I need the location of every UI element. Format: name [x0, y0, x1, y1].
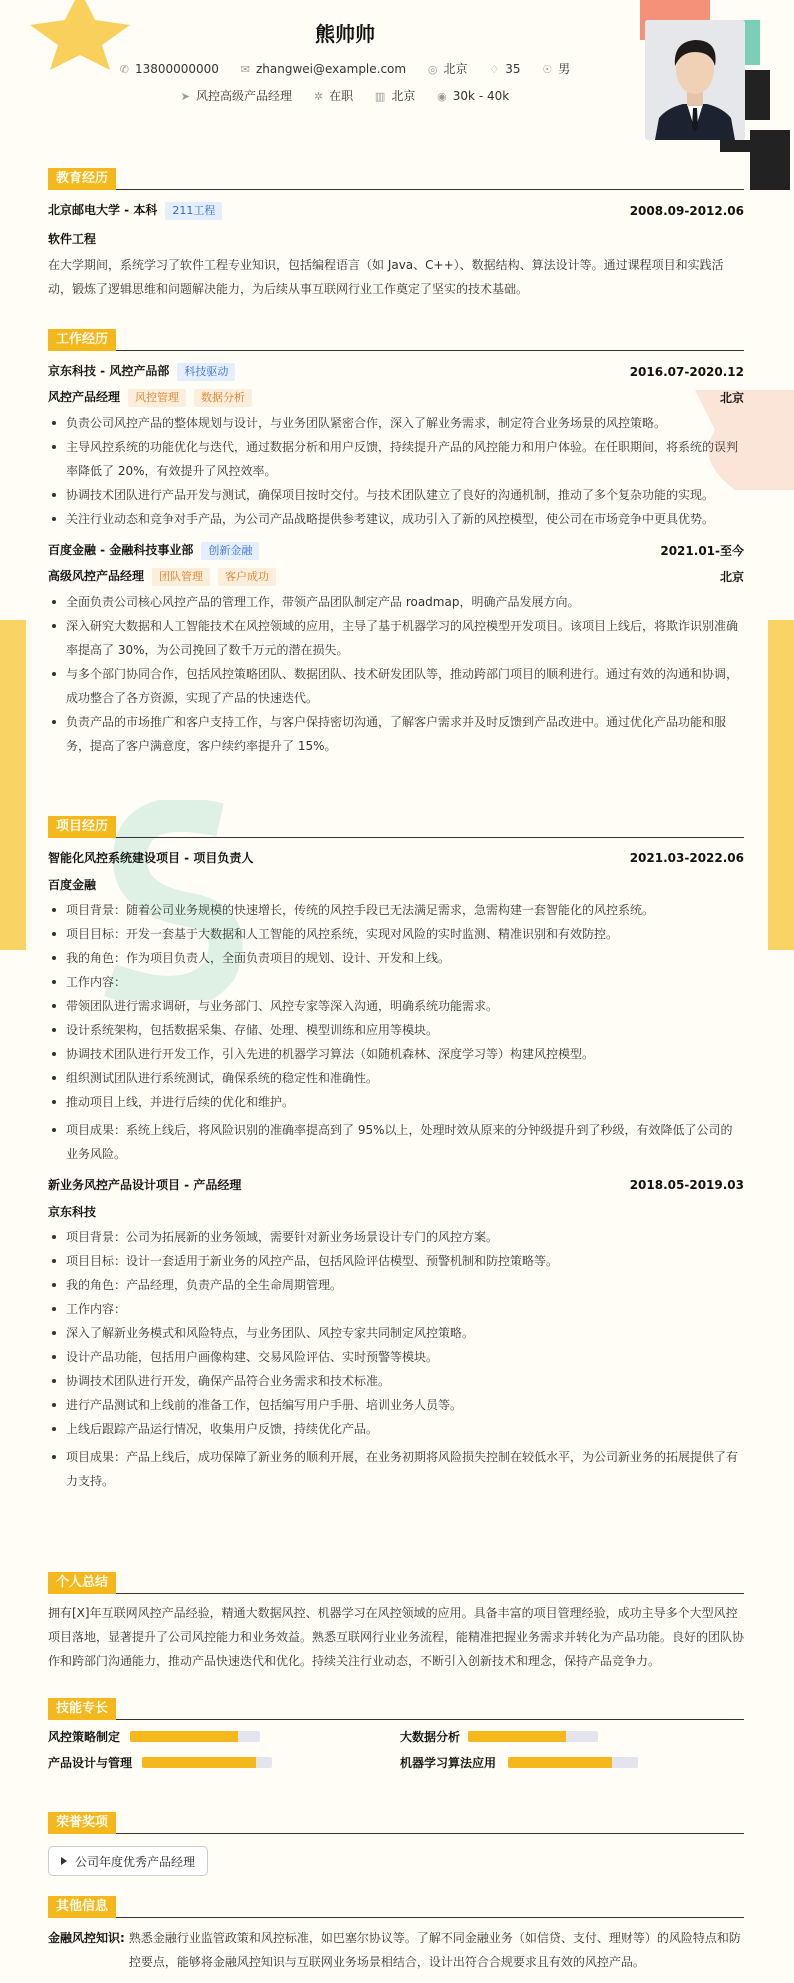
section-title-work: 工作经历	[48, 329, 116, 351]
other-info-text: 熟悉金融行业监管政策和风控标准，如巴塞尔协议等。了解不同金融业务（如信贷、支付、理财等）的风险特点和防控要点，能够将金融风控知识与互联网业务场景相结合，设计出符合合规要求且有效的风控产品。	[128, 1931, 741, 1969]
skill-name: 机器学习算法应用	[400, 1756, 497, 1770]
awards-section	[48, 1812, 744, 1876]
age-value: 35	[505, 62, 521, 76]
list-item: 设计产品功能，包括用户画像构建、交易风险评估、实时预警等模块。	[48, 1345, 744, 1369]
skill-bar	[142, 1757, 272, 1768]
list-item: 进行产品测试和上线前的准备工作，包括编写用户手册、培训业务人员等。	[48, 1393, 744, 1417]
role-tag: 客户成功	[218, 568, 276, 586]
list-item: 项目成果：产品上线后，成功保障了新业务的顺利开展，在业务初期将风险损失控制在较低水平，为公司新业务的拓展提供了有力支持。	[48, 1445, 744, 1493]
project-name: 智能化风控系统建设项目 - 项目负责人	[48, 851, 254, 865]
play-icon	[61, 1857, 67, 1865]
project-company: 百度金融	[48, 878, 97, 892]
project-date: 2021.03-2022.06	[629, 850, 744, 865]
target-position: 风控高级产品经理	[196, 89, 293, 103]
list-item: 关注行业动态和竞争对手产品，为公司产品战略提供参考建议，成功引入了新的风控模型，使公司在市场竞争中更具优势。	[48, 507, 744, 531]
role-tag: 数据分析	[194, 389, 252, 407]
other-info-label: 金融风控知识:	[48, 1931, 125, 1945]
section-title-other: 其他信息	[48, 1896, 116, 1918]
section-title-summary: 个人总结	[48, 1572, 116, 1594]
job-status: 在职	[329, 89, 354, 103]
salary-icon: ◉	[437, 90, 447, 103]
role-tag: 风控管理	[128, 389, 186, 407]
gender-icon: ☉	[542, 63, 553, 76]
job-intent-row	[0, 87, 690, 104]
list-item: 主导风控系统的功能优化与迭代，通过数据分析和用户反馈，持续提升产品的风控能力和用户体验。在任职期间，将系统的误判率降低了 20%，有效提升了风控效率。	[48, 435, 744, 483]
list-item: 协调技术团队进行产品开发与测试，确保项目按时交付。与技术团队建立了良好的沟通机制，推动了多个复杂功能的实现。	[48, 483, 744, 507]
skill-name: 大数据分析	[400, 1730, 461, 1744]
list-item: 工作内容：	[48, 970, 744, 994]
skill-bar-fill	[142, 1757, 256, 1768]
education-section	[48, 168, 744, 301]
list-item: 负责产品的市场推广和客户支持工作，与客户保持密切沟通，了解客户需求并及时反馈到产品改进中。通过优化产品功能和服务，提高了客户满意度，客户续约率提升了 15%。	[48, 710, 744, 758]
gender-value: 男	[558, 62, 571, 76]
work-section	[48, 329, 744, 758]
award-item	[48, 1846, 208, 1876]
skill-name: 风控策略制定	[48, 1730, 121, 1744]
phone-value: 13800000000	[134, 62, 219, 76]
list-item: 与多个部门协同合作，包括风控策略团队、数据团队、技术研发团队等，推动跨部门项目的顺利进行。通过有效的沟通和协调，成功整合了各方资源，实现了产品的快速迭代。	[48, 662, 744, 710]
skill-bar	[130, 1731, 260, 1742]
job-date: 2016.07-2020.12	[629, 364, 744, 379]
skill-name: 产品设计与管理	[48, 1756, 133, 1770]
salary-range: 30k - 40k	[452, 89, 510, 103]
contact-info-row	[0, 60, 690, 77]
section-title-skills: 技能专长	[48, 1698, 116, 1720]
mail-icon: ✉	[240, 63, 250, 76]
building-icon: ▥	[374, 90, 386, 103]
project-date: 2018.05-2019.03	[629, 1177, 744, 1192]
gear-icon: ✲	[313, 90, 324, 103]
list-item: 我的角色：产品经理，负责产品的全生命周期管理。	[48, 1273, 744, 1297]
skill-bar-fill	[468, 1731, 566, 1742]
target-city: 北京	[391, 89, 416, 103]
list-item: 项目背景：随着公司业务规模的快速增长，传统的风控手段已无法满足需求，急需构建一套智能化的风控系统。	[48, 898, 744, 922]
company-name: 百度金融 - 金融科技事业部	[48, 543, 194, 557]
list-item: 项目目标：开发一套基于大数据和人工智能的风控系统，实现对风险的实时监测、精准识别和有效防控。	[48, 922, 744, 946]
project-entry	[48, 849, 744, 1166]
list-item: 深入研究大数据和人工智能技术在风控领域的应用，主导了基于机器学习的风控模型开发项目。该项目上线后，将欺诈识别准确率提高了 30%，为公司挽回了数千万元的潜在损失。	[48, 614, 744, 662]
list-item: 项目背景：公司为拓展新的业务领域，需要针对新业务场景设计专门的风控方案。	[48, 1225, 744, 1249]
job-city: 北京	[719, 391, 744, 405]
list-item: 工作内容：	[48, 1297, 744, 1321]
list-item: 负责公司风控产品的整体规划与设计，与业务团队紧密合作，深入了解业务需求，制定符合业务场景的风控策略。	[48, 411, 744, 435]
project-section	[48, 816, 744, 1493]
list-item: 协调技术团队进行开发工作，引入先进的机器学习算法（如随机森林、深度学习等）构建风控模型。	[48, 1042, 744, 1066]
company-tag: 科技驱动	[177, 363, 235, 381]
email-value: zhangwei@example.com	[255, 62, 407, 76]
job-entry	[48, 541, 744, 758]
project-entry	[48, 1176, 744, 1493]
skill-bar-fill	[508, 1757, 612, 1768]
company-tag: 创新金融	[201, 542, 259, 560]
list-item: 我的角色：作为项目负责人，全面负责项目的规划、设计、开发和上线。	[48, 946, 744, 970]
list-item: 深入了解新业务模式和风险特点，与业务团队、风控专家共同制定风控策略。	[48, 1321, 744, 1345]
school-name: 北京邮电大学 - 本科	[48, 203, 158, 217]
skill-bar	[508, 1757, 638, 1768]
summary-text: 拥有[X]年互联网风控产品经验，精通大数据风控、机器学习在风控领域的应用。具备丰富的项目管理经验，成功主导多个大型风控项目落地，显著提升了公司风控能力和业务效益。熟悉互联网行业业务流程，能精准把握业务需求并转化为产品功能。良好的团队协作和跨部门沟通能力，推动产品快速迭代和优化。持续关注行业动态，不断引入创新技术和理念，保持产品竞争力。	[48, 1606, 745, 1668]
other-info-section	[48, 1896, 744, 1974]
skill-bar	[468, 1731, 598, 1742]
school-tag: 211工程	[165, 202, 222, 220]
resume-header	[0, 0, 794, 170]
city-value: 北京	[443, 62, 468, 76]
skill-bar-fill	[130, 1731, 238, 1742]
award-name: 公司年度优秀产品经理	[75, 1854, 196, 1869]
decorative-side-bar-right	[768, 620, 794, 950]
send-icon: ➤	[180, 90, 191, 103]
job-entry	[48, 362, 744, 531]
list-item: 协调技术团队进行开发，确保产品符合业务需求和技术标准。	[48, 1369, 744, 1393]
list-item: 带领团队进行需求调研，与业务部门、风控专家等深入沟通，明确系统功能需求。	[48, 994, 744, 1018]
list-item: 组织测试团队进行系统测试，确保系统的稳定性和准确性。	[48, 1066, 744, 1090]
profile-photo	[645, 20, 745, 140]
summary-section	[48, 1572, 744, 1673]
list-item: 项目成果：系统上线后，将风险识别的准确率提高到了 95%以上，处理时效从原来的分钟级提升到了秒级，有效降低了公司的业务风险。	[48, 1118, 744, 1166]
age-icon: ♢	[489, 63, 500, 76]
section-title-awards: 荣誉奖项	[48, 1812, 116, 1834]
job-date: 2021.01-至今	[660, 544, 744, 558]
list-item: 项目目标：设计一套适用于新业务的风控产品，包括风险评估模型、预警机制和防控策略等。	[48, 1249, 744, 1273]
job-city: 北京	[719, 570, 744, 584]
project-name: 新业务风控产品设计项目 - 产品经理	[48, 1178, 242, 1192]
company-name: 京东科技 - 风控产品部	[48, 364, 170, 378]
job-role: 风控产品经理	[48, 390, 121, 404]
education-description: 在大学期间，系统学习了软件工程专业知识，包括编程语言（如 Java、C++）、数据结构、算法设计等。通过课程项目和实践活动，锻炼了逻辑思维和问题解决能力，为后续从事互联网行业工作奠定了坚实的技术基础。	[48, 258, 724, 296]
location-icon: ◎	[427, 63, 438, 76]
section-title-education: 教育经历	[48, 168, 116, 190]
list-item: 上线后跟踪产品运行情况，收集用户反馈，持续优化产品。	[48, 1417, 744, 1441]
education-date: 2008.09-2012.06	[629, 203, 744, 218]
list-item: 推动项目上线，并进行后续的优化和维护。	[48, 1090, 744, 1114]
role-tag: 团队管理	[152, 568, 210, 586]
candidate-name: 熊帅帅	[315, 22, 375, 46]
list-item: 设计系统架构，包括数据采集、存储、处理、模型训练和应用等模块。	[48, 1018, 744, 1042]
phone-icon: ✆	[119, 63, 129, 76]
project-company: 京东科技	[48, 1205, 97, 1219]
skills-section	[48, 1698, 744, 1788]
section-title-projects: 项目经历	[48, 816, 116, 838]
major-name: 软件工程	[48, 232, 97, 246]
job-role: 高级风控产品经理	[48, 569, 145, 583]
decorative-side-bar-left	[0, 620, 26, 950]
list-item: 全面负责公司核心风控产品的管理工作，带领产品团队制定产品 roadmap，明确产品发展方向。	[48, 590, 744, 614]
